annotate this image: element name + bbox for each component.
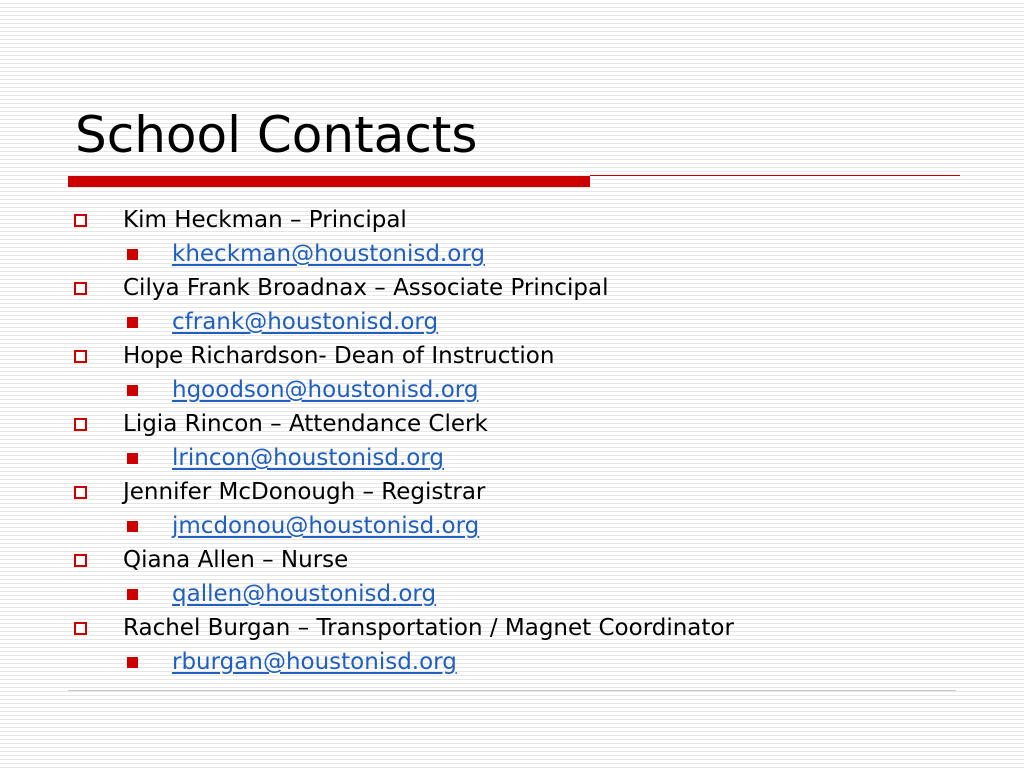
contact-item xyxy=(0,271,1024,339)
contact-name-row xyxy=(0,543,1024,577)
hollow-square-bullet-icon xyxy=(74,622,87,635)
contact-email-row xyxy=(0,237,1024,271)
contact-email-link[interactable]: jmcdonou@houstonisd.org xyxy=(172,513,480,539)
filled-square-bullet-icon xyxy=(127,453,138,464)
filled-square-bullet-icon xyxy=(127,385,138,396)
contact-email-row xyxy=(0,509,1024,543)
contact-email-link[interactable]: kheckman@houstonisd.org xyxy=(172,241,485,267)
title-underline-thick xyxy=(68,176,590,187)
contact-email-link[interactable]: lrincon@houstonisd.org xyxy=(172,445,444,471)
contact-name-row xyxy=(0,475,1024,509)
contact-item xyxy=(0,543,1024,611)
contact-email-row xyxy=(0,577,1024,611)
contact-name: Cilya Frank Broadnax – Associate Principal xyxy=(123,275,609,301)
hollow-square-bullet-icon xyxy=(74,554,87,567)
contact-list xyxy=(0,203,1024,679)
filled-square-bullet-icon xyxy=(127,249,138,260)
hollow-square-bullet-icon xyxy=(74,350,87,363)
slide-title: School Contacts xyxy=(75,106,478,164)
contact-name: Hope Richardson- Dean of Instruction xyxy=(123,343,555,369)
hollow-square-bullet-icon xyxy=(74,282,87,295)
contact-email-row xyxy=(0,441,1024,475)
contact-email-link[interactable]: cfrank@houstonisd.org xyxy=(172,309,439,335)
contact-name: Qiana Allen – Nurse xyxy=(123,547,349,573)
footer-divider xyxy=(68,690,956,691)
contact-item xyxy=(0,611,1024,679)
contact-item xyxy=(0,407,1024,475)
contact-name-row xyxy=(0,271,1024,305)
contact-email-link[interactable]: hgoodson@houstonisd.org xyxy=(172,377,479,403)
contact-name-row xyxy=(0,407,1024,441)
title-underline-thin xyxy=(590,175,960,176)
contact-item xyxy=(0,203,1024,271)
filled-square-bullet-icon xyxy=(127,589,138,600)
contact-name: Kim Heckman – Principal xyxy=(123,207,407,233)
contact-name-row xyxy=(0,203,1024,237)
filled-square-bullet-icon xyxy=(127,657,138,668)
contact-item xyxy=(0,475,1024,543)
contact-name-row xyxy=(0,339,1024,373)
contact-name: Ligia Rincon – Attendance Clerk xyxy=(123,411,488,437)
contact-email-link[interactable]: rburgan@houstonisd.org xyxy=(172,649,457,675)
contact-email-row xyxy=(0,305,1024,339)
hollow-square-bullet-icon xyxy=(74,418,87,431)
contact-item xyxy=(0,339,1024,407)
hollow-square-bullet-icon xyxy=(74,214,87,227)
filled-square-bullet-icon xyxy=(127,317,138,328)
filled-square-bullet-icon xyxy=(127,521,138,532)
contact-name-row xyxy=(0,611,1024,645)
hollow-square-bullet-icon xyxy=(74,486,87,499)
contact-email-row xyxy=(0,645,1024,679)
contact-name: Jennifer McDonough – Registrar xyxy=(123,479,486,505)
contact-email-row xyxy=(0,373,1024,407)
contact-email-link[interactable]: qallen@houstonisd.org xyxy=(172,581,437,607)
contact-name: Rachel Burgan – Transportation / Magnet Coordinator xyxy=(123,615,734,641)
